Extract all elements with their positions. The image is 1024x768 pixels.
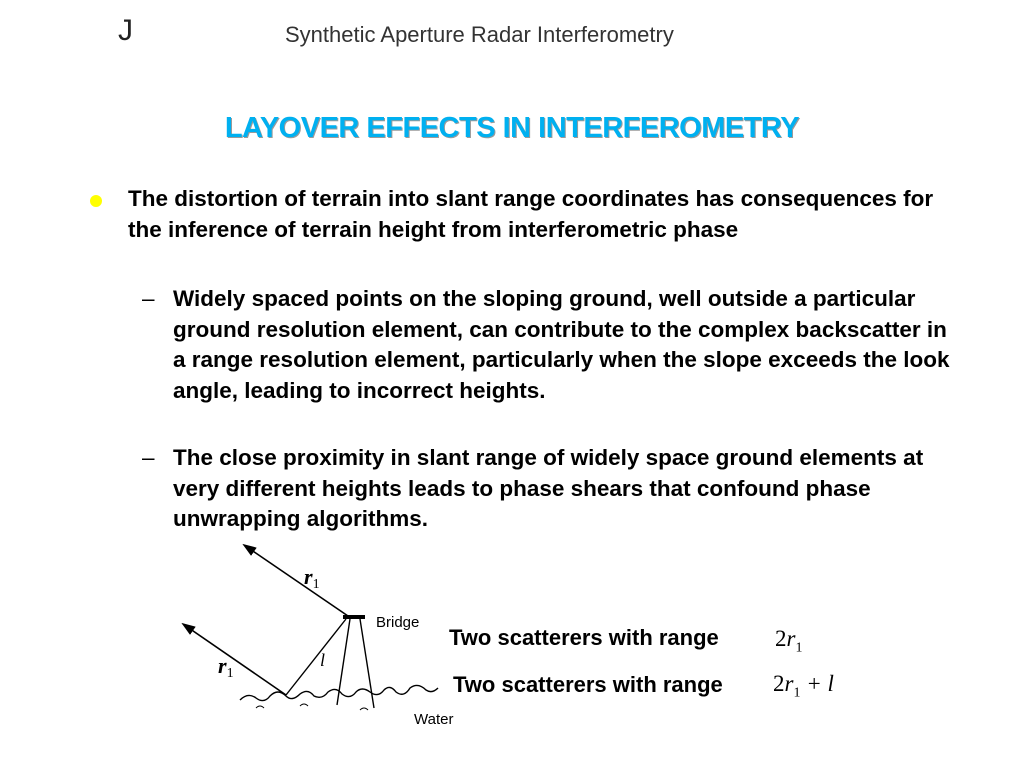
upper-ray-line (244, 545, 348, 616)
lower-ray-line (183, 624, 286, 695)
sub-bullet-text: The close proximity in slant range of widely space ground elements at very different heights leads to phase shears that confound phase unwrapping algorithms. (173, 445, 924, 531)
water-label: Water (414, 711, 454, 728)
caption-second: Two scatterers with range (453, 672, 723, 697)
bridge-label: Bridge (376, 614, 420, 631)
dash-icon: – (142, 445, 155, 470)
water-ripple-marks (256, 704, 368, 710)
sub-bullet-text: Widely spaced points on the sloping ground, well outside a particular ground resolution element, can contribute to the complex backscatter in a range resolution element, particularly when the slope exceeds the look angle, leading to incorrect heights. (173, 286, 950, 403)
bridge-leg-right (360, 619, 374, 708)
slide-title: LAYOVER EFFECTS IN INTERFEROMETRY (224, 112, 800, 144)
caption-first-math: $2r_1$ (775, 626, 803, 656)
dash-icon: – (142, 286, 155, 311)
header-title: Synthetic Aperture Radar Interferometry (285, 22, 674, 47)
upper-r1-label: r1 (304, 564, 320, 592)
bridge-leg-left (337, 619, 350, 705)
path-l-line (286, 619, 346, 695)
l-label: l (320, 650, 326, 670)
caption-second-math: $2r_1 + l$ (773, 671, 834, 701)
main-bullet-text: The distortion of terrain into slant range coordinates has consequences for the inference of terrain height from interferometric phase (128, 186, 934, 242)
logo-mark: J (118, 14, 133, 47)
lower-r1-label: r1 (218, 653, 234, 681)
caption-first: Two scatterers with range (449, 625, 719, 650)
